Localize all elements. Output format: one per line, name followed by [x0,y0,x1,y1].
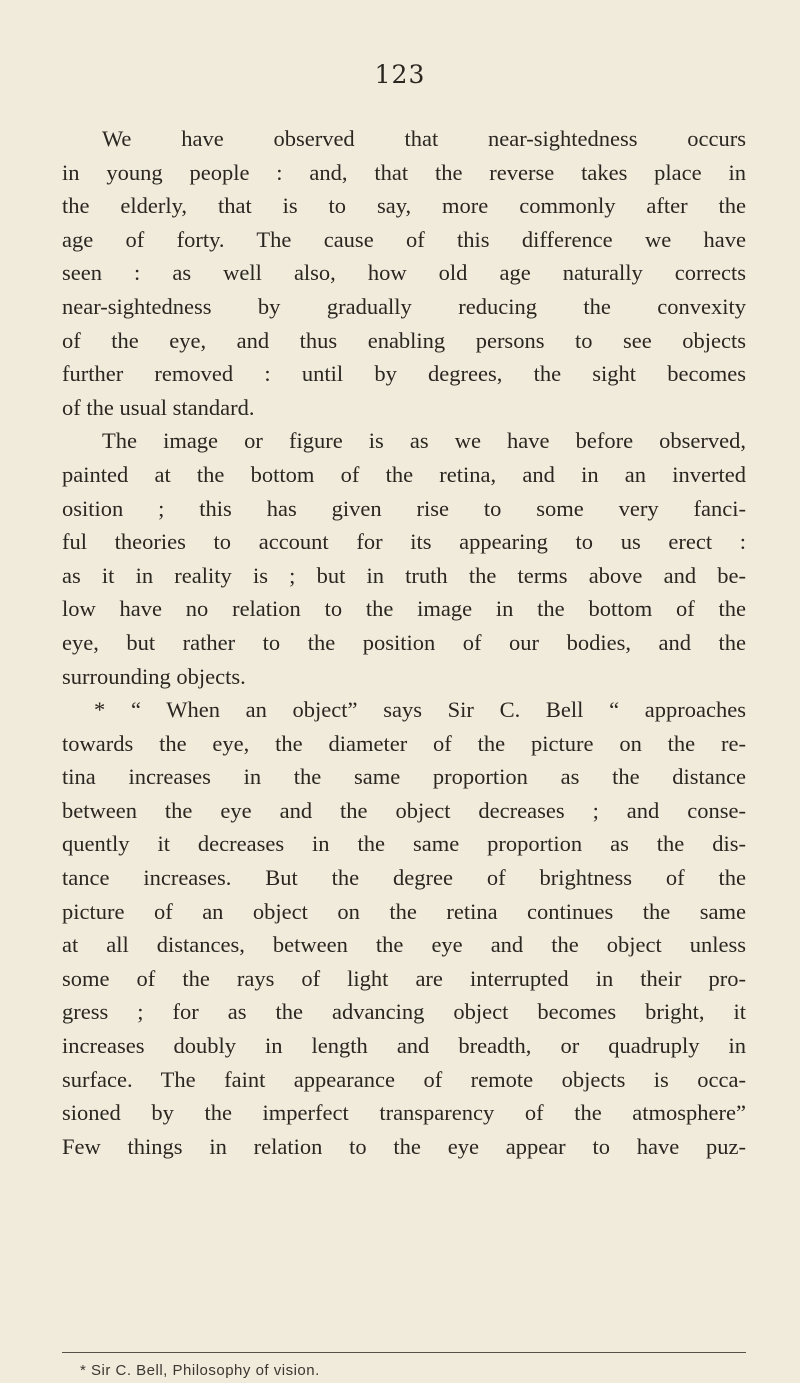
footnote: * Sir C. Bell, Philosophy of vision. [80,1362,320,1379]
text-line: sioned by the imperfect transparency of the atmosphere” [62,1100,746,1126]
text-line: picture of an object on the retina continues the same [62,898,746,924]
body-text [62,122,746,1163]
text-line: further removed : until by degrees, the sight becomes [62,361,746,387]
text-line: The image or figure is as we have before observed, [102,428,746,454]
footnote-rule [62,1352,746,1353]
text-line: seen : as well also, how old age naturally corrects [62,260,746,286]
text-line: * “ When an object” says Sir C. Bell “ approaches [94,697,746,723]
text-line: of the eye, and thus enabling persons to see objects [62,327,746,353]
text-line: tance increases. But the degree of brightness of the [62,865,746,891]
text-line: Few things in relation to the eye appear to have puz- [62,1133,746,1159]
text-line: age of forty. The cause of this difference we have [62,226,746,252]
page-number: 123 [374,60,426,89]
text-line: painted at the bottom of the retina, and in an inverted [62,461,746,487]
text-line: as it in reality is ; but in truth the terms above and be- [62,562,746,588]
text-line: ful theories to account for its appearing to us erect : [62,529,746,555]
text-line: towards the eye, the diameter of the picture on the re- [62,730,746,756]
text-line: the elderly, that is to say, more commonly after the [62,193,746,219]
text-line: eye, but rather to the position of our bodies, and the [62,629,746,655]
text-line: osition ; this has given rise to some very fanci- [62,495,746,521]
text-line: gress ; for as the advancing object becomes bright, it [62,999,746,1025]
text-line: between the eye and the object decreases ; and conse- [62,797,746,823]
text-line: tina increases in the same proportion as the distance [62,764,746,790]
text-line: some of the rays of light are interrupted in their pro- [62,965,746,991]
text-line: at all distances, between the eye and the object unless [62,932,746,958]
text-line: low have no relation to the image in the bottom of the [62,596,746,622]
text-line: of the usual standard. [62,394,255,420]
text-line: near-sightedness by gradually reducing the convexity [62,293,746,319]
text-line: surrounding objects. [62,663,246,689]
text-line: in young people : and, that the reverse takes place in [62,159,746,185]
text-line: increases doubly in length and breadth, or quadruply in [62,1033,746,1059]
text-line: We have observed that near-sightedness occurs [102,126,746,151]
text-line: quently it decreases in the same proportion as the dis- [62,831,746,857]
text-line: surface. The faint appearance of remote objects is occa- [62,1066,746,1092]
